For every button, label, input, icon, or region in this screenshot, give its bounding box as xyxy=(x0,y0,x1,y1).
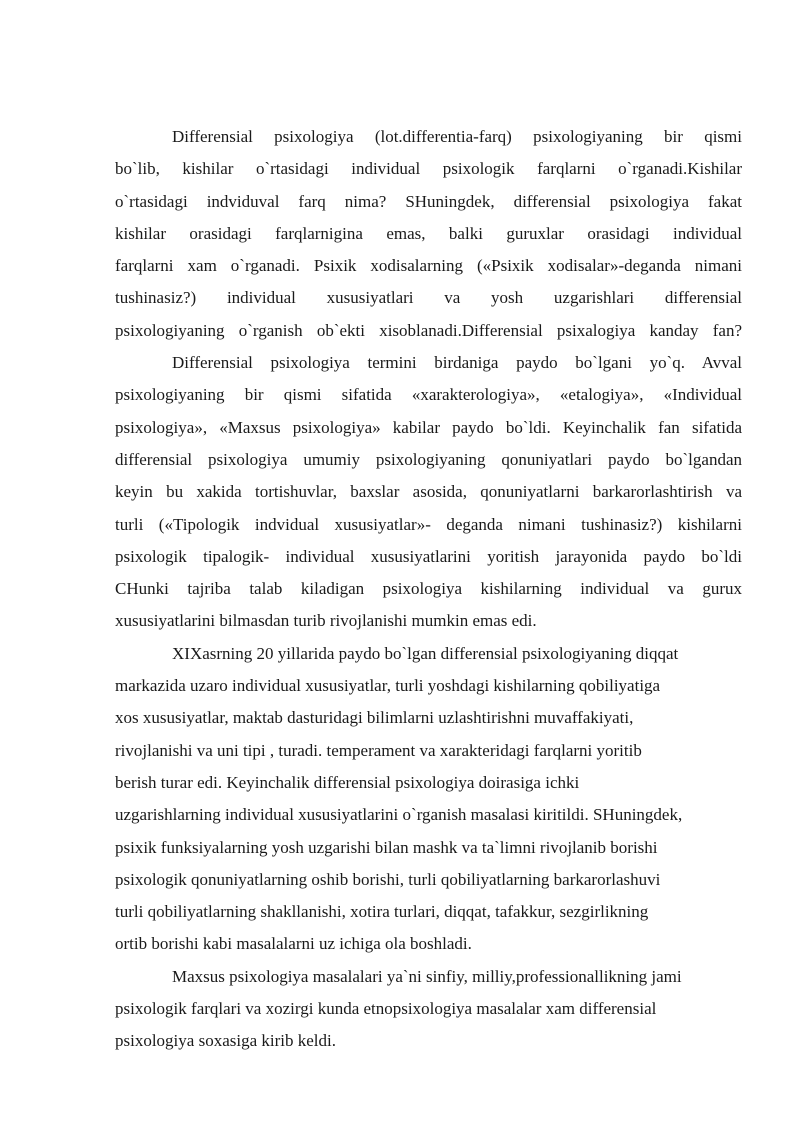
text-line: XIXasrning 20 yillarida paydo bo`lgan differensial psixologiyaning diqqat xyxy=(172,643,679,663)
text-line: rivojlanishi va uni tipi , turadi. temperament va xarakteridagi farqlarni yoritib xyxy=(115,740,642,760)
text-line: bo`lib, kishilar o`rtasidagi individual psixologik farqlarni o`rganadi.Kishilar xyxy=(115,159,742,179)
text-line: psixologik tipalogik- individual xususiyatlarini yoritish jarayonida paydo bo`ldi xyxy=(115,546,742,566)
paragraph-1 xyxy=(115,121,742,347)
text-line: psixologiyaning bir qismi sifatida «xarakterologiya», «etalogiya», «Individual xyxy=(115,385,742,405)
text-line: berish turar edi. Keyinchalik differensial psixologiya doirasiga ichki xyxy=(115,772,580,792)
text-line: xos xususiyatlar, maktab dasturidagi bilimlarni uzlashtirishni muvaffakiyati, xyxy=(115,708,634,728)
text-line: kishilar orasidagi farqlarnigina emas, balki guruxlar orasidagi individual xyxy=(115,223,742,243)
text-line: farqlarni xam o`rganadi. Psixik xodisalarning («Psixik xodisalar»-deganda nimani xyxy=(115,256,742,276)
text-line: turli («Tipologik indvidual xususiyatlar»- deganda nimani tushinasiz?) kishilarni xyxy=(115,514,742,534)
text-line: psixik funksiyalarning yosh uzgarishi bilan mashk va ta`limni rivojlanib borishi xyxy=(115,837,658,857)
text-line: Maxsus psixologiya masalalari ya`ni sinfiy, milliy,professionallikning jami xyxy=(172,966,682,986)
text-line: psixologik farqlari va xozirgi kunda etnopsixologiya masalalar xam differensial xyxy=(115,999,657,1019)
text-line: xususiyatlarini bilmasdan turib rivojlanishi mumkin emas edi. xyxy=(115,611,537,631)
paragraph-4 xyxy=(115,961,742,1058)
text-line: CHunki tajriba talab kiladigan psixologiya kishilarning individual va gurux xyxy=(115,579,742,599)
text-line: o`rtasidagi indviduval farq nima? SHuningdek, differensial psixologiya fakat xyxy=(115,191,742,211)
text-line: psixologik qonuniyatlarning oshib borishi, turli qobiliyatlarning barkarorlashuvi xyxy=(115,869,661,889)
text-line: differensial psixologiya umumiy psixologiyaning qonuniyatlari paydo bo`lgandan xyxy=(115,449,742,469)
text-line: keyin bu xakida tortishuvlar, baxslar asosida, qonuniyatlarni barkarorlashtirish va xyxy=(115,482,742,502)
text-line: markazida uzaro individual xususiyatlar, turli yoshdagi kishilarning qobiliyatiga xyxy=(115,676,661,696)
text-line: psixologiya», «Maxsus psixologiya» kabilar paydo bo`ldi. Keyinchalik fan sifatida xyxy=(115,417,742,437)
paragraph-3 xyxy=(115,638,742,961)
text-line: Differensial psixologiya termini birdaniga paydo bo`lgani yo`q. Avval xyxy=(172,353,742,373)
text-line: tushinasiz?) individual xususiyatlari va yosh uzgarishlari differensial xyxy=(115,288,742,308)
document-page xyxy=(115,121,742,1058)
text-line: uzgarishlarning individual xususiyatlarini o`rganish masalasi kiritildi. SHuningdek, xyxy=(115,805,683,825)
text-line: psixologiya soxasiga kirib keldi. xyxy=(115,1031,336,1051)
text-line: ortib borishi kabi masalalarni uz ichiga ola boshladi. xyxy=(115,934,472,954)
paragraph-2 xyxy=(115,347,742,638)
text-line: Differensial psixologiya (lot.differentia-farq) psixologiyaning bir qismi xyxy=(172,127,742,146)
text-line: turli qobiliyatlarning shakllanishi, xotira turlari, diqqat, tafakkur, sezgirlikning xyxy=(115,902,649,922)
text-line: psixologiyaning o`rganish ob`ekti xisoblanadi.Differensial psixalogiya kanday fan? xyxy=(115,320,742,340)
